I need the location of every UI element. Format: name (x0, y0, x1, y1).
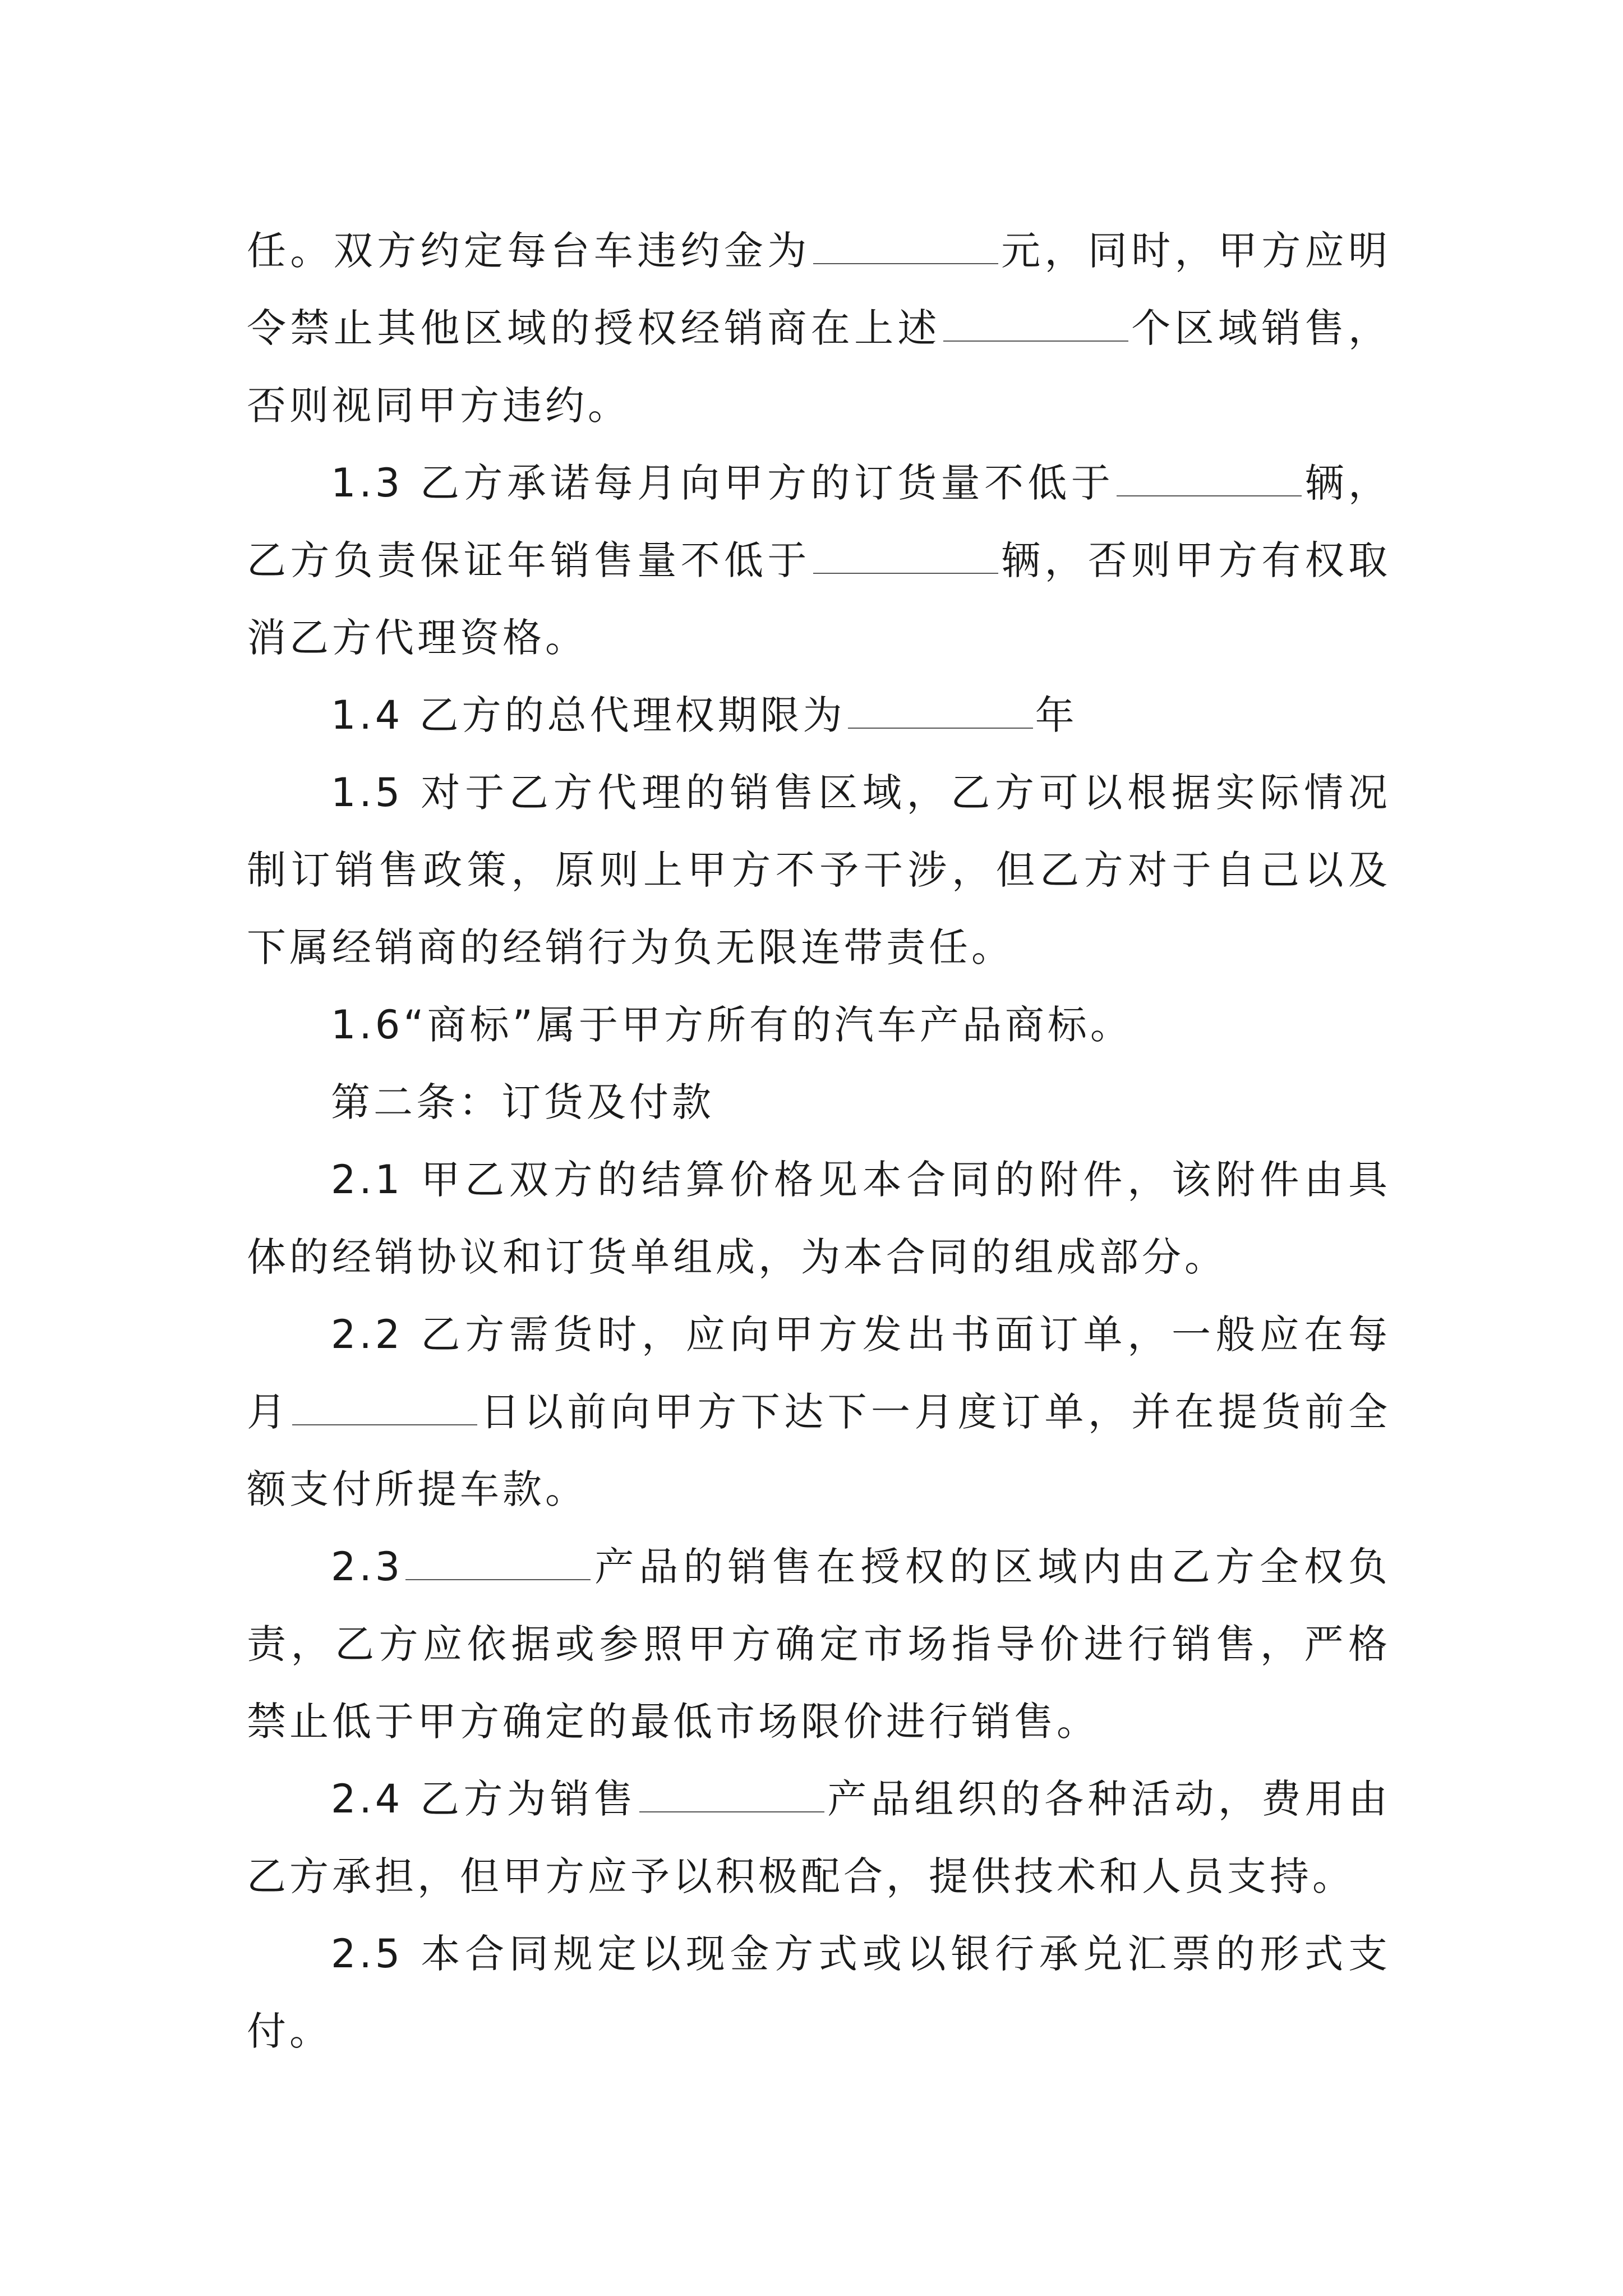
text-segment: 产品组织的各种活动，费用由乙方承担，但甲方应予以积极配合，提供技术和人员支持。 (247, 1776, 1391, 1899)
text-segment: 日以前向甲方下达下一月度订单，并在提货前全额支付所提车款。 (247, 1389, 1391, 1512)
clause-2-1 (247, 1141, 1391, 1296)
clause-2-3 (247, 1528, 1391, 1760)
text-segment: 1.3 乙方承诺每月向甲方的订货量不低于 (331, 460, 1115, 506)
fill-in-blank (1117, 456, 1302, 496)
clause-1-3 (247, 444, 1391, 677)
text-segment: 2.1 甲乙双方的结算价格见本合同的附件，该附件由具体的经销协议和订货单组成，为本合同的组成部分。 (247, 1157, 1391, 1280)
fill-in-blank (848, 688, 1033, 729)
fill-in-blank (943, 301, 1128, 342)
article-2-heading (247, 1064, 1391, 1141)
clause-2-2 (247, 1296, 1391, 1528)
text-segment: 辆，乙方负责保证年销售量不低于 (247, 460, 1391, 583)
text-segment: 2.5 本合同规定以现金方式或以银行承兑汇票的形式支付。 (247, 1931, 1391, 2054)
fill-in-blank (639, 1772, 824, 1812)
paragraph-penalty-clause (247, 212, 1391, 444)
text-segment: 年 (1035, 692, 1078, 738)
clause-1-4 (247, 677, 1391, 754)
text-segment: 元，同时，甲方应明令禁止其他区域的授权经销商在上述 (247, 228, 1391, 351)
document-body (247, 212, 1391, 2070)
text-segment: 任。双方约定每台车违约金为 (247, 228, 811, 274)
text-segment: 2.3 (331, 1544, 404, 1590)
fill-in-blank (405, 1540, 591, 1580)
text-segment: 2.4 乙方为销售 (331, 1776, 637, 1822)
clause-1-5 (247, 754, 1391, 986)
text-segment: 第二条：订货及付款 (331, 1079, 714, 1125)
fill-in-blank (813, 224, 998, 264)
text-segment: 产品的销售在授权的区域内由乙方全权负责，乙方应依据或参照甲方确定市场指导价进行销售，严格禁止低于甲方确定的最低市场限价进行销售。 (247, 1544, 1391, 1745)
text-segment: 1.6“商标”属于甲方所有的汽车产品商标。 (331, 1002, 1133, 1048)
text-segment: 1.4 乙方的总代理权期限为 (331, 692, 846, 738)
fill-in-blank (292, 1385, 477, 1425)
fill-in-blank (813, 533, 998, 574)
clause-1-6 (247, 986, 1391, 1064)
text-segment: 1.5 对于乙方代理的销售区域，乙方可以根据实际情况制订销售政策，原则上甲方不予干涉，但乙方对于自己以及下属经销商的经销行为负无限连带责任。 (247, 770, 1391, 970)
text-segment: 2.2 乙方需货时，应向甲方发出书面订单，一般应在每月 (247, 1312, 1391, 1435)
clause-2-4 (247, 1760, 1391, 1915)
clause-2-5 (247, 1915, 1391, 2070)
text-segment: 个区域销售，否则视同甲方违约。 (247, 305, 1391, 429)
text-segment: 辆，否则甲方有权取消乙方代理资格。 (247, 537, 1391, 661)
